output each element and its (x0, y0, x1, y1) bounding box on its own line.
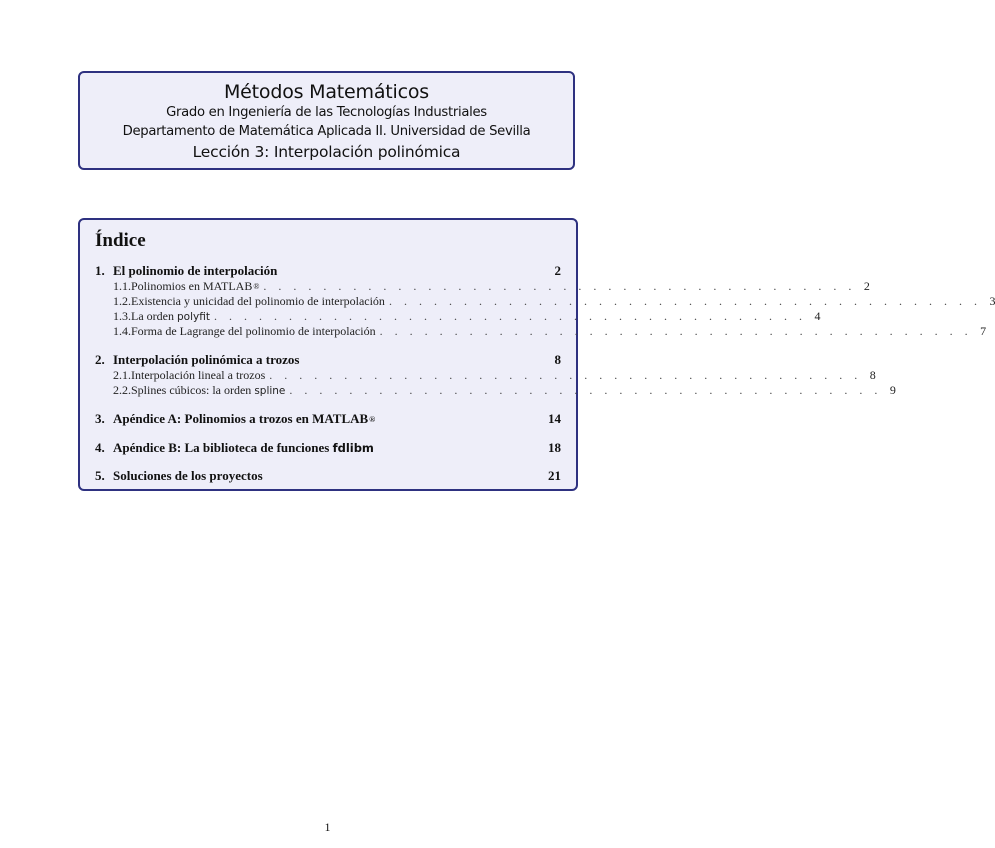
toc-entry-1-4[interactable] (95, 324, 987, 339)
toc-entry-number: 1.2. (113, 294, 131, 308)
title-box (78, 71, 575, 170)
leader-dots: . . . . . . . . . . . . . . . . . . . . . . . . . . . . . . . . . . . . . . . . (379, 324, 973, 338)
leader-dots: . . . . . . . . . . . . . . . . . . . . . . . . . . . . . . . . . . . . . . . . (388, 294, 982, 308)
degree-subtitle: Grado en Ingeniería de las Tecnologías Industriales (166, 105, 487, 120)
toc-entry-page: 8 (869, 368, 876, 382)
toc-entry-number: 3. (95, 411, 105, 426)
toc-entry-number: 5. (95, 468, 105, 483)
toc-entry-2-2[interactable] (95, 383, 896, 398)
toc-entry-1-3[interactable] (95, 309, 821, 324)
code-keyword: polyfit (176, 311, 210, 323)
page-number: 1 (324, 820, 331, 834)
toc-entry-number: 2.1. (113, 368, 131, 382)
toc-entry-label: La orden polyfit (131, 309, 210, 323)
toc-entry-section-4[interactable] (95, 440, 561, 455)
registered-mark: ® (253, 282, 260, 291)
leader-dots: . . . . . . . . . . . . . . . . . . . . . . . . . . . . . . . . . . . . . . . . (263, 279, 856, 293)
toc-entry-label: Existencia y unicidad del polinomio de interpolación (131, 294, 385, 308)
leader-dots: . . . . . . . . . . . . . . . . . . . . . . . . . . . . . . . . . . . . . . . . (213, 309, 807, 323)
toc-entry-number: 4. (95, 440, 105, 455)
toc-entry-label: Forma de Lagrange del polinomio de interpolación (131, 324, 376, 338)
lesson-title: Lección 3: Interpolación polinómica (192, 143, 461, 161)
toc-entry-section-3[interactable] (95, 411, 561, 426)
toc-entry-page: 9 (889, 383, 896, 397)
toc-entry-page: 7 (980, 324, 987, 338)
toc-entry-1-2[interactable] (95, 294, 995, 309)
toc-entry-page: 2 (863, 279, 870, 293)
toc-entry-label: El polinomio de interpolación (113, 263, 278, 278)
toc-entry-section-2[interactable] (95, 352, 561, 367)
toc-entry-number: 1.1. (113, 279, 131, 293)
toc-entry-number: 1.3. (113, 309, 131, 323)
document-title: Métodos Matemáticos (223, 81, 429, 103)
department-subtitle: Departamento de Matemática Aplicada II. Universidad de Sevilla (122, 124, 531, 139)
code-keyword: spline (254, 385, 286, 397)
toc-entry-page: 2 (554, 263, 561, 278)
toc-entry-label: Apéndice B: La biblioteca de funciones fdlibm (113, 440, 374, 455)
leader-dots: . . . . . . . . . . . . . . . . . . . . . . . . . . . . . . . . . . . . . . . . (269, 368, 862, 382)
toc-entry-page: 21 (548, 468, 561, 483)
toc-entry-section-5[interactable] (95, 468, 561, 483)
toc-entry-number: 2.2. (113, 383, 131, 397)
code-keyword: fdlibm (332, 441, 374, 455)
toc-entry-label: Splines cúbicos: la orden spline (131, 383, 286, 397)
toc-entry-page: 3 (989, 294, 995, 308)
toc-entry-label: Soluciones de los proyectos (113, 468, 263, 483)
toc-entry-label: Interpolación lineal a trozos (131, 368, 266, 382)
leader-dots: . . . . . . . . . . . . . . . . . . . . . . . . . . . . . . . . . . . . . . . . (289, 383, 882, 397)
toc-entry-page: 8 (554, 352, 561, 367)
toc-entry-1-1[interactable] (95, 279, 870, 294)
toc-entry-number: 1.4. (113, 324, 131, 338)
toc-heading: Índice (95, 230, 146, 251)
toc-entry-label: Polinomios en MATLAB® (131, 279, 260, 293)
toc-entry-number: 1. (95, 263, 105, 278)
toc-entry-label: Interpolación polinómica a trozos (113, 352, 300, 367)
registered-mark: ® (369, 415, 376, 424)
toc-entry-page: 14 (548, 411, 561, 426)
table-of-contents (78, 218, 995, 491)
toc-entry-number: 2. (95, 352, 105, 367)
toc-entry-page: 4 (814, 309, 821, 323)
toc-entry-page: 18 (548, 440, 561, 455)
toc-entry-section-1[interactable] (95, 263, 561, 278)
toc-entry-2-1[interactable] (95, 368, 876, 383)
toc-entry-label: Apéndice A: Polinomios a trozos en MATLAB® (113, 411, 376, 426)
